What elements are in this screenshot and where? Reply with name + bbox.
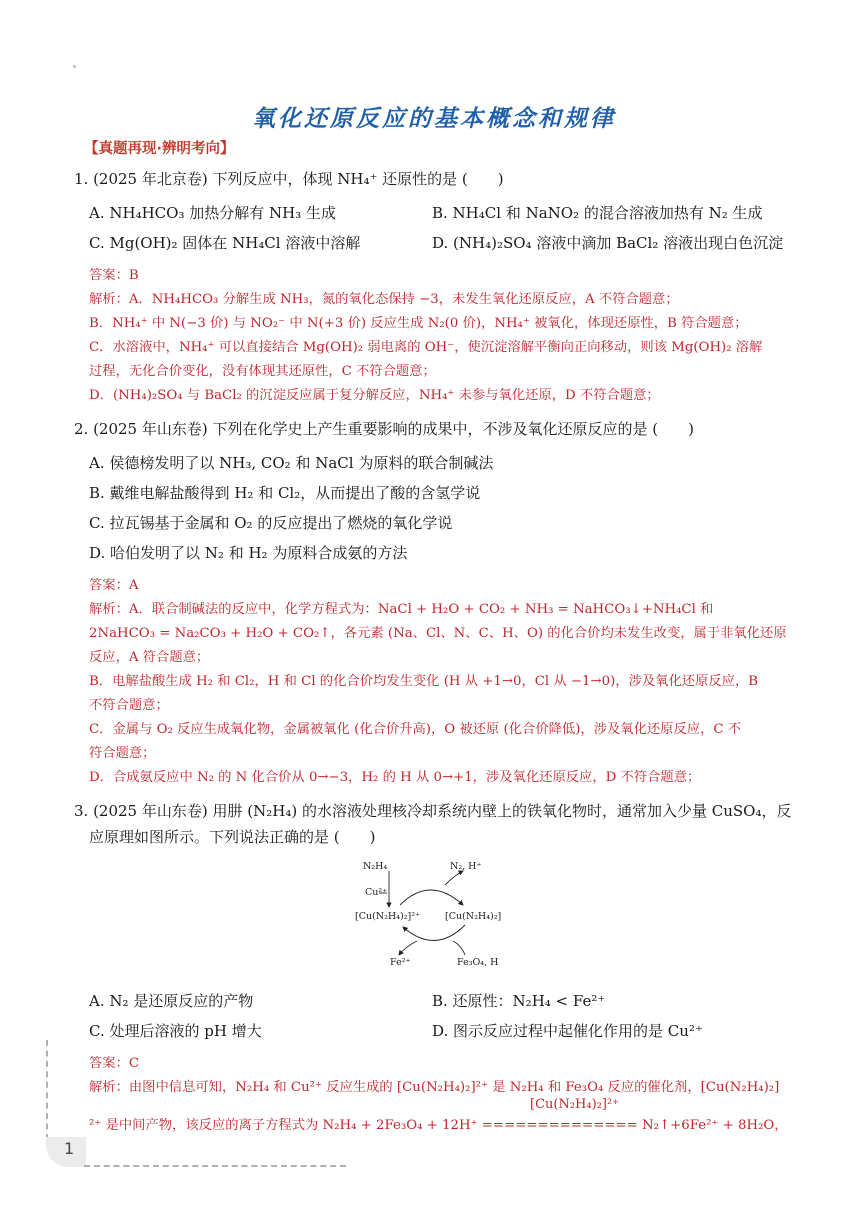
q2-analysis-line: 2NaHCO₃ = Na₂CO₃ + H₂O + CO₂↑，各元素 (Na、Cl、N、C、H、O) 的化合价均未发生改变，属于非氧化还原: [89, 626, 787, 641]
reaction-cycle-diagram: [355, 855, 510, 970]
q2-option-c: C. 拉瓦锡基于金属和 O₂ 的反应提出了燃烧的氧化学说: [89, 514, 453, 532]
q3-option-d: D. 图示反应过程中起催化作用的是 Cu²⁺: [432, 1022, 703, 1040]
q2-answer: 答案：A: [89, 578, 139, 593]
q1-option-c: C. Mg(OH)₂ 固体在 NH₄Cl 溶液中溶解: [89, 234, 361, 252]
q2-option-b: B. 戴维电解盐酸得到 H₂ 和 Cl₂，从而提出了酸的含氢学说: [89, 484, 481, 502]
complex-left-label: [Cu(N₂H₄)₂]²⁺: [355, 911, 421, 922]
n2-h-label: N₂, H⁺: [450, 861, 482, 872]
q3-option-b: B. 还原性：N₂H₄ < Fe²⁺: [432, 992, 606, 1010]
q2-analysis-line: C．金属与 O₂ 反应生成氧化物，金属被氧化 (化合价升高)，O 被还原 (化合价降低)，涉及氧化还原反应，C 不: [89, 722, 742, 737]
q2-analysis-line: 解析：A．联合制碱法的反应中，化学方程式为：NaCl + H₂O + CO₂ + NH₃ = NaHCO₃↓+NH₄Cl 和: [89, 602, 714, 617]
q1-analysis-line: C．水溶液中，NH₄⁺ 可以直接结合 Mg(OH)₂ 弱电离的 OH⁻，使沉淀溶解平衡向正向移动，则该 Mg(OH)₂ 溶解: [89, 340, 763, 355]
section-tag: 【真题再现·辨明考向】: [84, 141, 235, 157]
margin-dashed-line: [46, 1040, 48, 1140]
q2-analysis-line: D．合成氨反应中 N₂ 的 N 化合价从 0→−3，H₂ 的 H 从 0→+1，涉及氧化还原反应，D 不符合题意；: [89, 770, 701, 785]
q1-option-b: B. NH₄Cl 和 NaNO₂ 的混合溶液加热有 N₂ 生成: [432, 204, 763, 222]
q2-option-d: D. 哈伯发明了以 N₂ 和 H₂ 为原料合成氨的方法: [89, 544, 408, 562]
q2-analysis-line: 符合题意；: [89, 746, 156, 761]
q1-analysis-line: 解析：A．NH₄HCO₃ 分解生成 NH₃，氮的氧化态保持 −3，未发生氧化还原反应，A 不符合题意；: [89, 292, 679, 307]
q3-option-a: A. N₂ 是还原反应的产物: [89, 992, 254, 1010]
page-number: 1: [64, 1139, 75, 1158]
question-3-stem-cont: 应原理如图所示。下列说法正确的是 ( ): [89, 828, 376, 846]
q3-analysis-line: 解析：由图中信息可知，N₂H₄ 和 Cu²⁺ 反应生成的 [Cu(N₂H₄)₂]²⁺ 是 N₂H₄ 和 Fe₃O₄ 反应的催化剂，[Cu(N₂H₄)₂]: [89, 1080, 780, 1095]
complex-right-label: [Cu(N₂H₄)₂]: [445, 911, 502, 922]
q1-analysis-line: 过程，无化合价变化，没有体现其还原性，C 不符合题意；: [89, 364, 436, 379]
question-2-stem: 2. (2025 年山东卷) 下列在化学史上产生重要影响的成果中，不涉及氧化还原反应的是 ( ): [74, 420, 694, 438]
q1-option-d: D. (NH₄)₂SO₄ 溶液中滴加 BaCl₂ 溶液出现白色沉淀: [432, 234, 784, 252]
q3-analysis-line: ²⁺ 是中间产物，该反应的离子方程式为 N₂H₄ + 2Fe₃O₄ + 12H⁺ ============== N₂↑+6Fe²⁺ + 8H₂O，: [89, 1118, 788, 1133]
page-title: 氧化还原反应的基本概念和规律: [252, 105, 616, 132]
q1-answer: 答案：B: [89, 268, 139, 283]
n2h4-label: N₂H₄: [363, 861, 388, 872]
q3-answer: 答案：C: [89, 1056, 140, 1071]
q1-analysis-line: D．(NH₄)₂SO₄ 与 BaCl₂ 的沉淀反应属于复分解反应，NH₄⁺ 未参与氧化还原，D 不符合题意；: [89, 388, 660, 403]
q1-analysis-line: B．NH₄⁺ 中 N(−3 价) 与 NO₂⁻ 中 N(+3 价) 反应生成 N₂(0 价)，NH₄⁺ 被氧化，体现还原性，B 符合题意；: [89, 316, 748, 331]
fe3o4-label: Fe₃O₄, H: [457, 957, 499, 968]
footer-dashed-line: [84, 1165, 346, 1167]
q1-option-a: A. NH₄HCO₃ 加热分解有 NH₃ 生成: [89, 204, 336, 222]
q3-option-c: C. 处理后溶液的 pH 增大: [89, 1022, 262, 1040]
q2-option-a: A. 侯德榜发明了以 NH₃, CO₂ 和 NaCl 为原料的联合制碱法: [89, 454, 494, 472]
cu2-label: Cu²⁺: [365, 887, 388, 898]
question-3-stem: 3. (2025 年山东卷) 用肼 (N₂H₄) 的水溶液处理核冷却系统内壁上的铁氧化物时，通常加入少量 CuSO₄，反: [74, 802, 792, 820]
q2-analysis-line: 反应，A 符合题意；: [89, 650, 210, 665]
q2-analysis-line: 不符合题意；: [89, 698, 169, 713]
q2-analysis-line: B．电解盐酸生成 H₂ 和 Cl₂，H 和 Cl 的化合价均发生变化 (H 从 +1→0，Cl 从 −1→0)，涉及氧化还原反应，B: [89, 674, 759, 689]
fe2-label: Fe²⁺: [390, 957, 411, 968]
equation-overset-catalyst: [Cu(N₂H₄)₂]²⁺: [530, 1097, 620, 1112]
question-1-stem: 1. (2025 年北京卷) 下列反应中，体现 NH₄⁺ 还原性的是 ( ): [74, 170, 504, 188]
corner-dot: [73, 65, 76, 68]
